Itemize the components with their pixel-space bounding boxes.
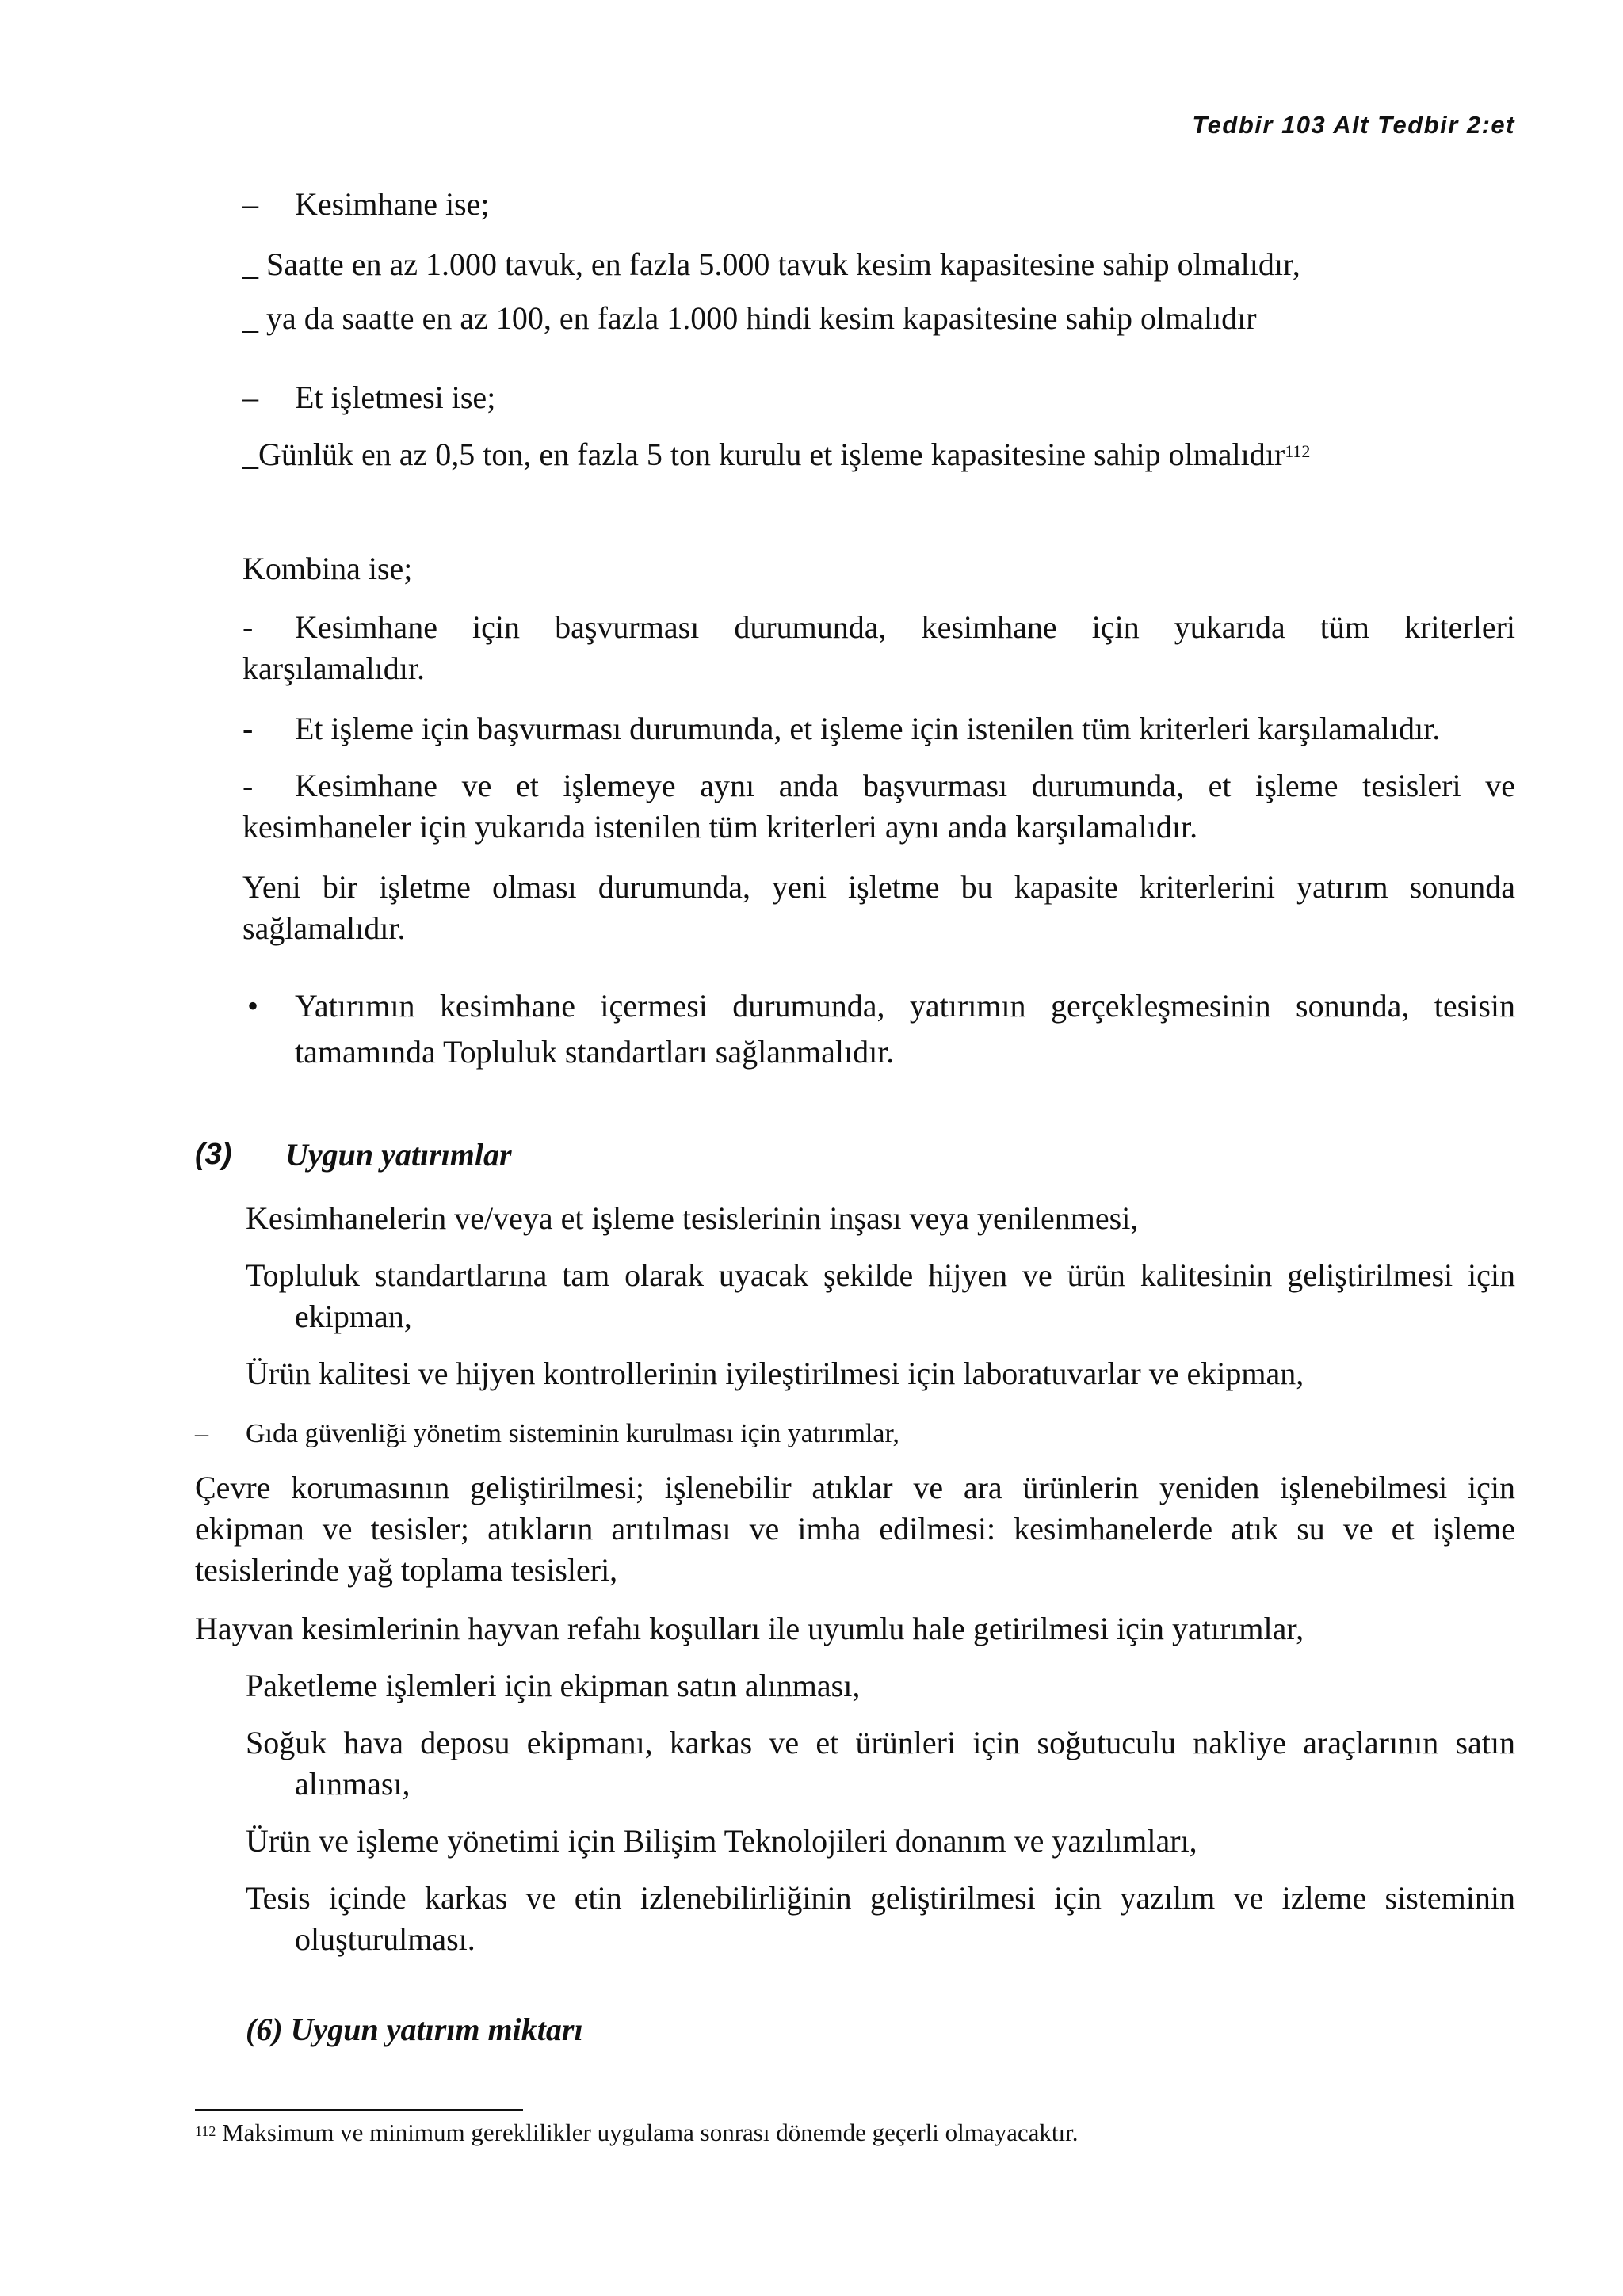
section-number: (3) [195, 1138, 232, 1171]
bullet-line-1: Yatırımın kesimhane içermesi durumunda, yatırımın gerçekleşmesinin sonunda, tesisin [295, 988, 1515, 1024]
list-item: Gıda güvenliği yönetim sisteminin kurulması için yatırımlar, [246, 1419, 899, 1448]
list-item-continuation: oluşturulması. [295, 1921, 475, 1957]
kombina-item-3-line-2: kesimhaneler için yukarıda istenilen tüm kriterleri aynı anda karşılamalıdır. [242, 809, 1198, 845]
list-item-continuation: tesislerinde yağ toplama tesisleri, [195, 1552, 618, 1588]
et-isletmesi-title: Et işletmesi ise; [295, 379, 496, 415]
list-item: Hayvan kesimlerinin hayvan refahı koşulları ile uyumlu hale getirilmesi için yatırımlar, [195, 1611, 1304, 1646]
footnote [195, 2117, 1079, 2149]
footnote-ref[interactable]: 112 [1285, 441, 1311, 461]
kombina-item-3-line-1: Kesimhane ve et işlemeye aynı anda başvurması durumunda, et işleme tesisleri ve [295, 768, 1515, 803]
bullet-line-2: tamamında Topluluk standartları sağlanmalıdır. [295, 1034, 895, 1070]
dash-marker: – [242, 186, 258, 222]
yeni-isletme-line-1: Yeni bir işletme olması durumunda, yeni işletme bu kapasite kriterlerini yatırım sonunda [242, 869, 1515, 905]
kombina-item-1-line-2: karşılamalıdır. [242, 650, 425, 686]
kombina-item-2: Et işleme için başvurması durumunda, et işleme için istenilen tüm kriterleri karşılamalıdır. [295, 711, 1441, 746]
bullet-marker: • [247, 988, 259, 1024]
running-header: Tedbir 103 Alt Tedbir 2:et [1192, 111, 1515, 139]
list-item-continuation: alınması, [295, 1766, 411, 1802]
section-6-title: (6) Uygun yatırım miktarı [246, 2012, 583, 2047]
dash-marker: – [242, 379, 258, 415]
yeni-isletme-line-2: sağlamalıdır. [242, 910, 406, 946]
footnote-text: Maksimum ve minimum gereklilikler uygulama sonrası dönemde geçerli olmayacaktır. [222, 2119, 1079, 2146]
list-item: Çevre korumasının geliştirilmesi; işlenebilir atıklar ve ara ürünlerin yeniden işlenebilmesi için [195, 1470, 1515, 1505]
kesimhane-line-1: _ Saatte en az 1.000 tavuk, en fazla 5.000 tavuk kesim kapasitesine sahip olmalıdır, [242, 246, 1300, 282]
et-isletmesi-text: _Günlük en az 0,5 ton, en fazla 5 ton kurulu et işleme kapasitesine sahip olmalıdır [242, 437, 1285, 472]
dash-marker: – [195, 1419, 208, 1448]
list-item: Ürün ve işleme yönetimi için Bilişim Teknolojileri donanım ve yazılımları, [246, 1823, 1197, 1859]
section-title: Uygun yatırımlar [285, 1137, 512, 1173]
kombina-item-1-line-1: Kesimhane için başvurması durumunda, kesimhane için yukarıda tüm kriterleri [295, 609, 1515, 645]
footnote-divider [195, 2109, 523, 2111]
et-isletmesi-line [242, 434, 1310, 475]
list-item: Soğuk hava deposu ekipmanı, karkas ve et ürünleri için soğutuculu nakliye araçlarının satın [246, 1725, 1515, 1760]
dash-marker: - [242, 609, 254, 645]
footnote-number: 112 [195, 2123, 216, 2139]
kesimhane-title: Kesimhane ise; [295, 186, 490, 222]
kombina-title: Kombina ise; [242, 551, 413, 586]
list-item: Topluluk standartlarına tam olarak uyacak şekilde hijyen ve ürün kalitesinin geliştirilmesi için [246, 1257, 1515, 1293]
list-item: Ürün kalitesi ve hijyen kontrollerinin iyileştirilmesi için laboratuvarlar ve ekipman, [246, 1356, 1304, 1391]
dash-marker: - [242, 711, 254, 746]
list-item-continuation: ekipman, [295, 1299, 412, 1334]
list-item: Tesis içinde karkas ve etin izlenebilirliğinin geliştirilmesi için yazılım ve izleme sisteminin [246, 1880, 1515, 1916]
list-item: Paketleme işlemleri için ekipman satın alınması, [246, 1668, 861, 1703]
kesimhane-line-2: _ ya da saatte en az 100, en fazla 1.000 hindi kesim kapasitesine sahip olmalıdır [242, 300, 1257, 336]
list-item-continuation: ekipman ve tesisler; atıkların arıtılması ve imha edilmesi: kesimhanelerde atık su ve et işleme [195, 1511, 1515, 1547]
list-item: Kesimhanelerin ve/veya et işleme tesislerinin inşası veya yenilenmesi, [246, 1200, 1139, 1236]
dash-marker: - [242, 768, 254, 803]
